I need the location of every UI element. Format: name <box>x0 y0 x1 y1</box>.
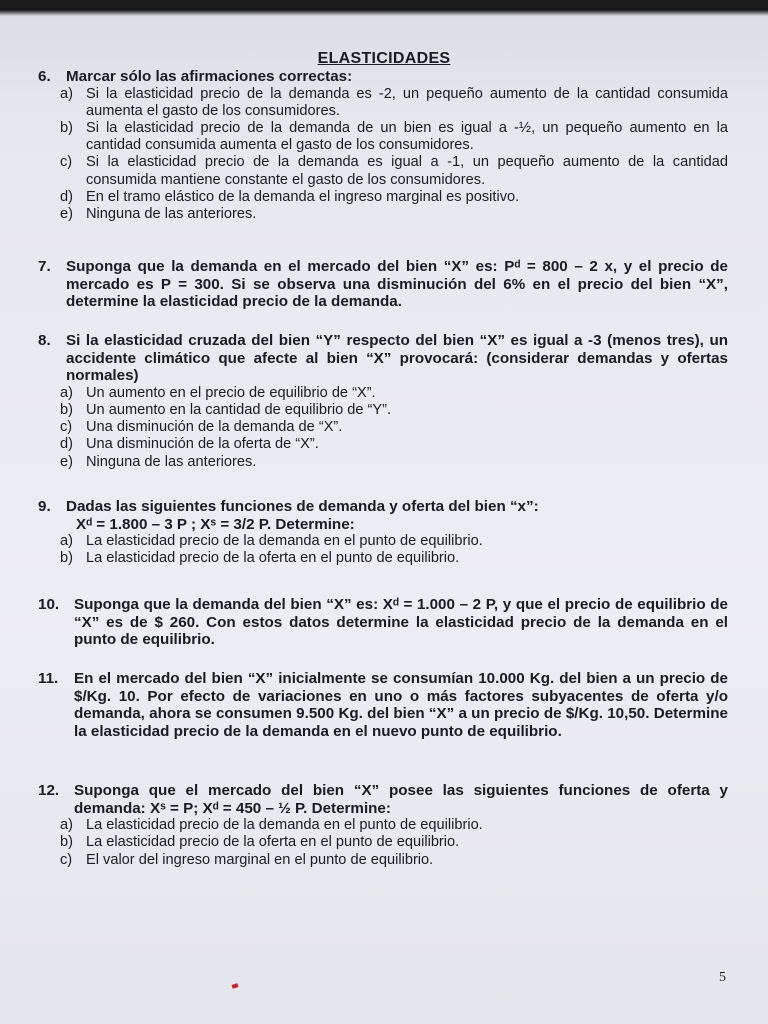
option-text: Una disminución de la demanda de “X”. <box>86 419 343 436</box>
question-text: Suponga que el mercado del bien “X” posee las siguientes funciones de oferta y demanda: Xˢ = P; Xᵈ = 450 – ½ P. Determine: <box>74 782 728 817</box>
option-letter: d) <box>60 188 73 205</box>
question-number: 11. <box>38 670 59 687</box>
option-text: Si la elasticidad precio de la demanda es -2, un pequeño aumento de la cantidad consumida aumenta el gasto de los consumidores. <box>86 85 728 119</box>
option-item <box>60 206 728 223</box>
option-item <box>60 419 728 436</box>
question-number: 10. <box>38 596 60 613</box>
question-text: Marcar sólo las afirmaciones correctas: <box>66 68 353 85</box>
page-title: ELASTICIDADES <box>317 50 451 67</box>
option-item <box>60 852 728 869</box>
question-7 <box>38 258 728 311</box>
option-text: La elasticidad precio de la oferta en el punto de equilibrio. <box>86 550 460 567</box>
question-number: 9. <box>38 498 51 515</box>
option-list <box>60 817 728 869</box>
question-number: 6. <box>38 68 51 85</box>
option-letter: d) <box>60 436 73 453</box>
option-text: Un aumento en la cantidad de equilibrio de “Y”. <box>86 401 392 418</box>
question-6 <box>38 68 728 223</box>
option-letter: c) <box>60 851 73 868</box>
option-item <box>60 436 728 453</box>
option-list <box>60 533 728 567</box>
option-text: La elasticidad precio de la demanda en el punto de equilibrio. <box>86 533 483 550</box>
question-text: En el mercado del bien “X” inicialmente se consumían 10.000 Kg. del bien a un precio de $/Kg. 10. Por efecto de variaciones en uno o más factores subyacentes de oferta y/o demanda, ahora se consumen 9.500 Kg. del bien “X” a un precio de $/Kg. 10,50. Determine la elasticidad precio de la demanda en el nuevo punto de equilibrio. <box>74 670 728 740</box>
option-text: La elasticidad precio de la oferta en el punto de equilibrio. <box>86 834 460 851</box>
option-item <box>60 834 728 851</box>
question-9 <box>38 498 728 568</box>
option-text: Si la elasticidad precio de la demanda de un bien es igual a -½, un pequeño aumento en la cantidad consumida aumenta el gasto de los consumidores. <box>86 120 728 154</box>
option-item <box>60 120 728 154</box>
option-text: Un aumento en el precio de equilibrio de “X”. <box>86 384 376 401</box>
option-letter: a) <box>60 533 73 550</box>
question-number: 7. <box>38 258 51 275</box>
page-number: 5 <box>719 970 726 985</box>
option-letter: e) <box>60 453 73 470</box>
option-item <box>60 454 728 471</box>
option-letter: a) <box>60 817 73 834</box>
option-item <box>60 189 728 206</box>
option-item <box>60 533 728 550</box>
option-letter: e) <box>60 206 73 223</box>
option-letter: a) <box>60 384 73 401</box>
question-text: Suponga que la demanda del bien “X” es: Xᵈ = 1.000 – 2 P, y que el precio de equilibrio de “X” es de $ 260. Con estos datos determine la elasticidad precio de la demanda en el punto de equilibrio. <box>74 596 728 649</box>
option-text: Si la elasticidad precio de la demanda es igual a -1, un pequeño aumento de la cantidad consumida mantiene constante el gasto de los consumidores. <box>86 154 728 188</box>
equation: Xᵈ = 1.800 – 3 P ; Xˢ = 3/2 P. Determine: <box>76 515 355 533</box>
option-text: El valor del ingreso marginal en el punto de equilibrio. <box>86 851 434 868</box>
option-list <box>60 86 728 224</box>
question-text: Dadas las siguientes funciones de demanda y oferta del bien “x”: <box>66 498 539 515</box>
question-number: 8. <box>38 332 51 349</box>
question-text: Si la elasticidad cruzada del bien “Y” respecto del bien “X” es igual a -3 (menos tres), un accidente climático que afecte al bien “X” provocará: (considerar demandas y ofertas normales) <box>66 332 728 385</box>
option-letter: b) <box>60 834 73 851</box>
option-text: Una disminución de la oferta de “X”. <box>86 436 319 453</box>
option-letter: b) <box>60 550 73 567</box>
option-item <box>60 86 728 120</box>
option-text: La elasticidad precio de la demanda en el punto de equilibrio. <box>86 817 483 834</box>
ink-mark <box>231 983 238 989</box>
question-12 <box>38 782 728 869</box>
option-letter: a) <box>60 85 73 102</box>
question-11 <box>38 670 728 740</box>
option-text: Ninguna de las anteriores. <box>86 453 257 470</box>
question-8 <box>38 332 728 471</box>
option-item <box>60 154 728 188</box>
option-letter: b) <box>60 120 73 136</box>
question-text: Suponga que la demanda en el mercado del bien “X” es: Pᵈ = 800 – 2 x, y el precio de mercado es P = 300. Si se observa una disminución del 6% en el precio del bien “X”, determine la elasticidad precio de la demanda. <box>66 258 728 311</box>
option-letter: b) <box>60 401 73 418</box>
option-text: En el tramo elástico de la demanda el ingreso marginal es positivo. <box>86 188 520 205</box>
option-list <box>60 385 728 471</box>
question-number: 12. <box>38 782 60 799</box>
question-10 <box>38 596 728 649</box>
option-item <box>60 550 728 567</box>
option-item <box>60 402 728 419</box>
document-page <box>0 12 768 1024</box>
option-letter: c) <box>60 419 73 436</box>
option-item <box>60 385 728 402</box>
option-text: Ninguna de las anteriores. <box>86 206 257 223</box>
option-letter: c) <box>60 154 73 171</box>
option-item <box>60 817 728 834</box>
